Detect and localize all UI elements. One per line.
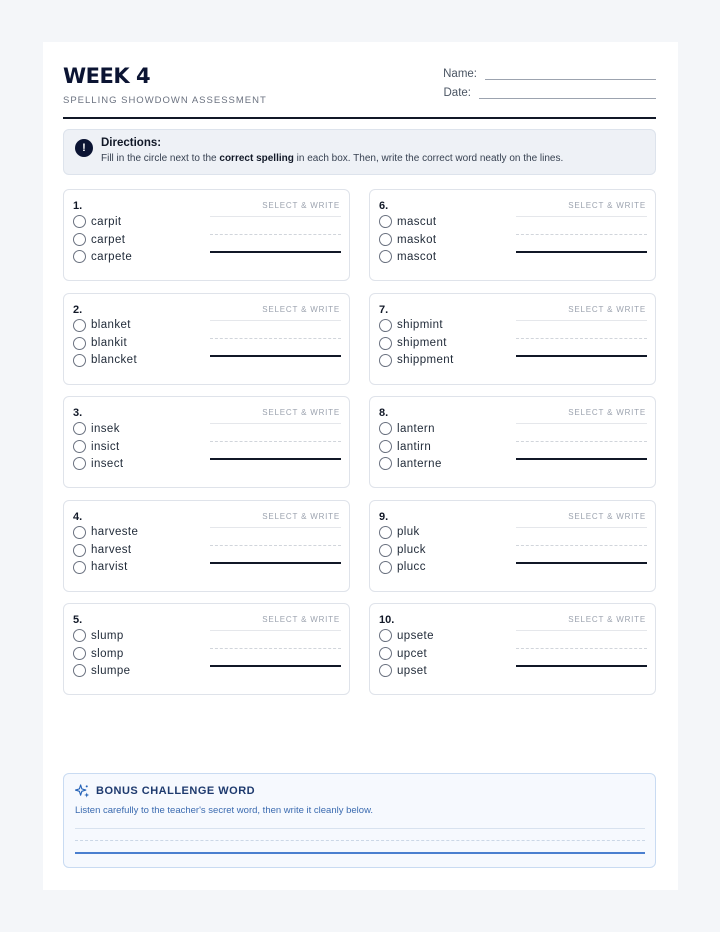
handwriting-line[interactable] bbox=[210, 216, 341, 217]
option-label: blancket bbox=[91, 354, 138, 366]
spelling-option[interactable] bbox=[379, 664, 427, 677]
worksheet-header bbox=[63, 64, 656, 119]
page-title: WEEK 4 bbox=[63, 64, 151, 88]
radio-circle-icon[interactable] bbox=[73, 250, 86, 263]
handwriting-line[interactable] bbox=[210, 545, 341, 546]
radio-circle-icon[interactable] bbox=[379, 440, 392, 453]
handwriting-line[interactable] bbox=[210, 234, 341, 235]
handwriting-line[interactable] bbox=[516, 527, 647, 528]
select-write-tag: SELECT & WRITE bbox=[568, 511, 646, 521]
option-label: slump bbox=[91, 629, 124, 642]
option-label: slumpe bbox=[91, 664, 131, 677]
option-label: insict bbox=[91, 440, 120, 453]
radio-circle-icon[interactable] bbox=[379, 457, 392, 470]
spelling-option[interactable] bbox=[73, 233, 125, 246]
spelling-option[interactable] bbox=[73, 215, 122, 228]
select-write-tag: SELECT & WRITE bbox=[262, 304, 340, 314]
directions-title: Directions: bbox=[101, 137, 162, 149]
date-label: Date: bbox=[443, 87, 471, 99]
handwriting-line[interactable] bbox=[516, 338, 647, 339]
question-number: 7. bbox=[379, 303, 389, 316]
handwriting-line[interactable] bbox=[516, 355, 647, 357]
bonus-write-line-top[interactable] bbox=[75, 828, 645, 829]
option-label: carpit bbox=[91, 215, 122, 228]
radio-circle-icon[interactable] bbox=[73, 664, 86, 677]
spelling-option[interactable] bbox=[73, 440, 120, 453]
bonus-title: BONUS CHALLENGE WORD bbox=[96, 785, 256, 797]
radio-circle-icon[interactable] bbox=[73, 215, 86, 228]
word-card bbox=[63, 500, 350, 592]
handwriting-line[interactable] bbox=[516, 630, 647, 631]
radio-circle-icon[interactable] bbox=[73, 319, 86, 332]
spelling-option[interactable] bbox=[73, 354, 137, 367]
radio-circle-icon[interactable] bbox=[73, 647, 86, 660]
option-label: lanterne bbox=[397, 457, 442, 470]
bonus-box bbox=[63, 773, 656, 868]
option-label: pluk bbox=[397, 526, 420, 538]
spelling-option[interactable] bbox=[379, 250, 436, 263]
select-write-tag: SELECT & WRITE bbox=[568, 408, 646, 417]
name-field[interactable] bbox=[443, 68, 656, 80]
option-label: upset bbox=[397, 664, 428, 677]
option-label: mascot bbox=[397, 250, 437, 263]
option-label: slomp bbox=[91, 647, 124, 660]
spelling-option[interactable] bbox=[379, 422, 435, 435]
handwriting-line[interactable] bbox=[210, 630, 341, 631]
worksheet bbox=[43, 42, 678, 890]
handwriting-line[interactable] bbox=[516, 234, 647, 235]
handwriting-line[interactable] bbox=[210, 338, 341, 339]
handwriting-line[interactable] bbox=[516, 320, 647, 321]
option-label: shipment bbox=[397, 337, 447, 349]
spelling-option[interactable] bbox=[73, 561, 128, 574]
handwriting-line[interactable] bbox=[516, 562, 647, 564]
word-card bbox=[63, 603, 350, 695]
word-card bbox=[369, 500, 656, 592]
spelling-option[interactable] bbox=[73, 319, 131, 332]
word-card bbox=[369, 603, 656, 695]
word-card bbox=[63, 189, 350, 281]
option-label: blankit bbox=[91, 337, 128, 349]
handwriting-line[interactable] bbox=[516, 423, 647, 424]
radio-circle-icon[interactable] bbox=[379, 319, 392, 332]
spelling-option[interactable] bbox=[379, 526, 420, 539]
select-write-tag: SELECT & WRITE bbox=[568, 201, 646, 210]
handwriting-line[interactable] bbox=[210, 441, 341, 442]
select-write-tag: SELECT & WRITE bbox=[262, 511, 340, 521]
spelling-option[interactable] bbox=[379, 215, 436, 228]
directions-text bbox=[101, 153, 563, 164]
handwriting-line[interactable] bbox=[516, 545, 647, 546]
spelling-option[interactable] bbox=[73, 337, 127, 350]
radio-circle-icon[interactable] bbox=[379, 629, 392, 642]
handwriting-line[interactable] bbox=[516, 441, 647, 442]
spelling-option[interactable] bbox=[379, 354, 454, 367]
option-label: upcet bbox=[397, 647, 428, 660]
word-card bbox=[63, 396, 350, 488]
radio-circle-icon[interactable] bbox=[73, 544, 86, 557]
question-number: 6. bbox=[379, 200, 389, 212]
word-card bbox=[63, 293, 350, 385]
option-label: insect bbox=[91, 457, 124, 470]
spelling-option[interactable] bbox=[379, 319, 443, 332]
date-line[interactable] bbox=[479, 87, 656, 99]
question-number: 2. bbox=[73, 303, 83, 316]
word-card bbox=[369, 396, 656, 488]
question-number: 4. bbox=[73, 510, 83, 523]
question-number: 1. bbox=[73, 200, 83, 212]
option-label: lantern bbox=[397, 422, 435, 435]
handwriting-line[interactable] bbox=[210, 648, 341, 649]
option-label: harvest bbox=[91, 544, 132, 556]
question-number: 10. bbox=[379, 614, 395, 626]
directions-text-end: in each box. Then, write the correct word neatly on the lines. bbox=[293, 153, 564, 164]
question-number: 3. bbox=[73, 407, 83, 419]
spelling-option[interactable] bbox=[379, 457, 442, 470]
page-subtitle: SPELLING SHOWDOWN ASSESSMENT bbox=[63, 95, 267, 106]
spelling-option[interactable] bbox=[379, 544, 426, 557]
word-card bbox=[369, 189, 656, 281]
select-write-tag: SELECT & WRITE bbox=[262, 408, 340, 417]
spelling-option[interactable] bbox=[379, 337, 447, 350]
bonus-write-line-mid[interactable] bbox=[75, 840, 645, 841]
handwriting-line[interactable] bbox=[210, 562, 341, 564]
handwriting-line[interactable] bbox=[210, 458, 341, 460]
option-label: plucc bbox=[397, 561, 426, 573]
question-number: 5. bbox=[73, 614, 83, 626]
handwriting-line[interactable] bbox=[516, 458, 647, 460]
spelling-option[interactable] bbox=[379, 440, 431, 453]
option-label: mascut bbox=[397, 215, 437, 228]
exclamation-icon: ! bbox=[75, 139, 93, 157]
handwriting-line[interactable] bbox=[210, 251, 341, 253]
handwriting-line[interactable] bbox=[210, 355, 341, 357]
option-label: carpete bbox=[91, 250, 133, 263]
radio-circle-icon[interactable] bbox=[379, 647, 392, 660]
sparkle-icon bbox=[75, 784, 90, 799]
radio-circle-icon[interactable] bbox=[379, 354, 392, 367]
option-label: pluck bbox=[397, 544, 426, 556]
date-field[interactable] bbox=[444, 87, 657, 99]
spelling-option[interactable] bbox=[73, 526, 138, 539]
radio-circle-icon[interactable] bbox=[379, 250, 392, 263]
spelling-option[interactable] bbox=[73, 457, 123, 470]
option-label: upsete bbox=[397, 629, 434, 642]
option-label: carpet bbox=[91, 233, 126, 246]
directions-text-bold: correct spelling bbox=[219, 153, 294, 164]
radio-circle-icon[interactable] bbox=[73, 526, 86, 539]
question-number: 9. bbox=[379, 510, 389, 523]
handwriting-line[interactable] bbox=[210, 665, 341, 667]
select-write-tag: SELECT & WRITE bbox=[262, 201, 340, 210]
radio-circle-icon[interactable] bbox=[379, 215, 392, 228]
option-label: maskot bbox=[397, 233, 437, 246]
radio-circle-icon[interactable] bbox=[379, 526, 392, 539]
option-label: harvist bbox=[91, 561, 128, 573]
radio-circle-icon[interactable] bbox=[73, 422, 86, 435]
question-number: 8. bbox=[379, 407, 389, 419]
select-write-tag: SELECT & WRITE bbox=[568, 304, 646, 314]
radio-circle-icon[interactable] bbox=[73, 457, 86, 470]
radio-circle-icon[interactable] bbox=[73, 440, 86, 453]
spelling-option[interactable] bbox=[73, 629, 124, 642]
handwriting-line[interactable] bbox=[210, 527, 341, 528]
spelling-option[interactable] bbox=[379, 629, 434, 642]
word-card bbox=[369, 293, 656, 385]
handwriting-line[interactable] bbox=[516, 665, 647, 667]
radio-circle-icon[interactable] bbox=[379, 337, 392, 350]
radio-circle-icon[interactable] bbox=[379, 422, 392, 435]
handwriting-line[interactable] bbox=[210, 320, 341, 321]
spelling-option[interactable] bbox=[73, 664, 130, 677]
spelling-option[interactable] bbox=[73, 422, 120, 435]
radio-circle-icon[interactable] bbox=[379, 544, 392, 557]
select-write-tag: SELECT & WRITE bbox=[568, 615, 646, 624]
radio-circle-icon[interactable] bbox=[379, 561, 392, 574]
option-label: harveste bbox=[91, 526, 139, 538]
radio-circle-icon[interactable] bbox=[73, 233, 86, 246]
handwriting-line[interactable] bbox=[516, 251, 647, 253]
option-label: lantirn bbox=[397, 440, 432, 453]
name-line[interactable] bbox=[485, 68, 656, 80]
option-label: shipmint bbox=[397, 319, 444, 331]
directions-box bbox=[63, 129, 656, 175]
directions-text-start: Fill in the circle next to the bbox=[101, 153, 220, 164]
option-label: insek bbox=[91, 422, 120, 435]
spelling-option[interactable] bbox=[379, 233, 436, 246]
radio-circle-icon[interactable] bbox=[73, 629, 86, 642]
handwriting-line[interactable] bbox=[516, 216, 647, 217]
radio-circle-icon[interactable] bbox=[379, 664, 392, 677]
option-label: shippment bbox=[397, 354, 454, 366]
handwriting-line[interactable] bbox=[516, 648, 647, 649]
spelling-option[interactable] bbox=[379, 647, 427, 660]
name-label: Name: bbox=[443, 68, 477, 80]
bonus-instructions: Listen carefully to the teacher's secret word, then write it cleanly below. bbox=[75, 805, 374, 816]
spelling-option[interactable] bbox=[73, 544, 132, 557]
radio-circle-icon[interactable] bbox=[73, 561, 86, 574]
radio-circle-icon[interactable] bbox=[379, 233, 392, 246]
bonus-write-line-base[interactable] bbox=[75, 852, 645, 854]
spelling-option[interactable] bbox=[379, 561, 426, 574]
handwriting-line[interactable] bbox=[210, 423, 341, 424]
radio-circle-icon[interactable] bbox=[73, 354, 86, 367]
spelling-option[interactable] bbox=[73, 647, 124, 660]
option-label: blanket bbox=[91, 319, 131, 331]
select-write-tag: SELECT & WRITE bbox=[262, 615, 340, 624]
spelling-option[interactable] bbox=[73, 250, 132, 263]
radio-circle-icon[interactable] bbox=[73, 337, 86, 350]
